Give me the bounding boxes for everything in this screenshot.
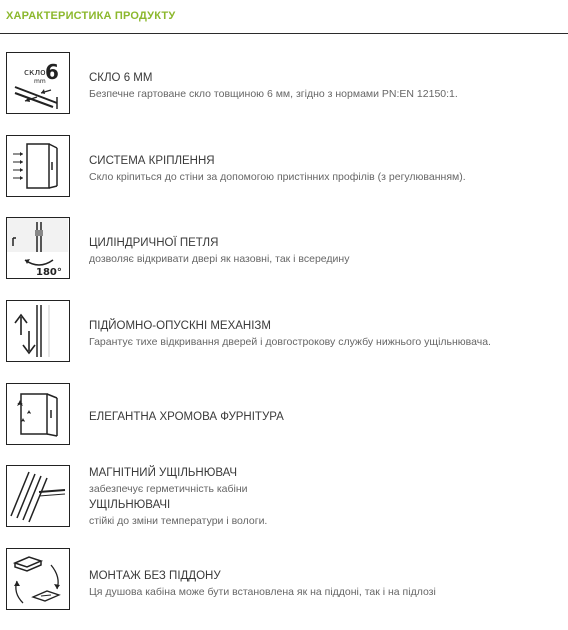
icon-glass-unit: mm [34,78,46,85]
feature-subtitle: УЩІЛЬНЮВАЧІ [89,499,171,511]
feature-title: МОНТАЖ БЕЗ ПІДДОНУ [89,570,221,582]
section-header [0,0,568,34]
feature-desc: Гарантує тихе відкривання дверей і довгострокову службу нижнього ущільнювача. [89,336,491,348]
feature-title: СКЛО 6 ММ [89,72,153,84]
section-title: ХАРАКТЕРИСТИКА ПРОДУКТУ [6,10,176,22]
icon-glass-label: скло [24,68,46,78]
icon-hinge-angle: 180° [36,267,62,277]
icon-glass-number: 6 [45,60,59,84]
feature-desc: Безпечне гартоване скло товщиною 6 мм, згідно з нормами PN:EN 12150:1. [89,88,458,100]
feature-desc: забезпечує герметичність кабіни [89,483,248,495]
feature-title: ЕЛЕГАНТНА ХРОМОВА ФУРНІТУРА [89,411,284,423]
feature-title: ПІДЙОМНО-ОПУСКНІ МЕХАНІЗМ [89,320,271,332]
lift-mechanism-icon [6,300,70,362]
hinge-rotation-icon [6,217,70,279]
chrome-fittings-icon [6,383,70,445]
feature-title: МАГНІТНИЙ УЩІЛЬНЮВАЧ [89,467,238,479]
feature-title: СИСТЕМА КРІПЛЕННЯ [89,155,215,167]
magnetic-seal-icon [6,465,70,527]
feature-desc: Ця душова кабіна може бути встановлена як на піддоні, так і на підлозі [89,586,436,598]
no-tray-install-icon [6,548,70,610]
feature-subdesc: стійкі до зміни температури і вологи. [89,515,268,527]
feature-title: ЦИЛІНДРИЧНОЇ ПЕТЛЯ [89,237,219,249]
wall-mount-icon [6,135,70,197]
glass-thickness-icon [6,52,70,114]
feature-desc: дозволяє відкривати двері як назовні, так і всередину [89,253,350,265]
feature-desc: Скло кріпиться до стіни за допомогою пристінних профілів (з регулюванням). [89,171,466,183]
